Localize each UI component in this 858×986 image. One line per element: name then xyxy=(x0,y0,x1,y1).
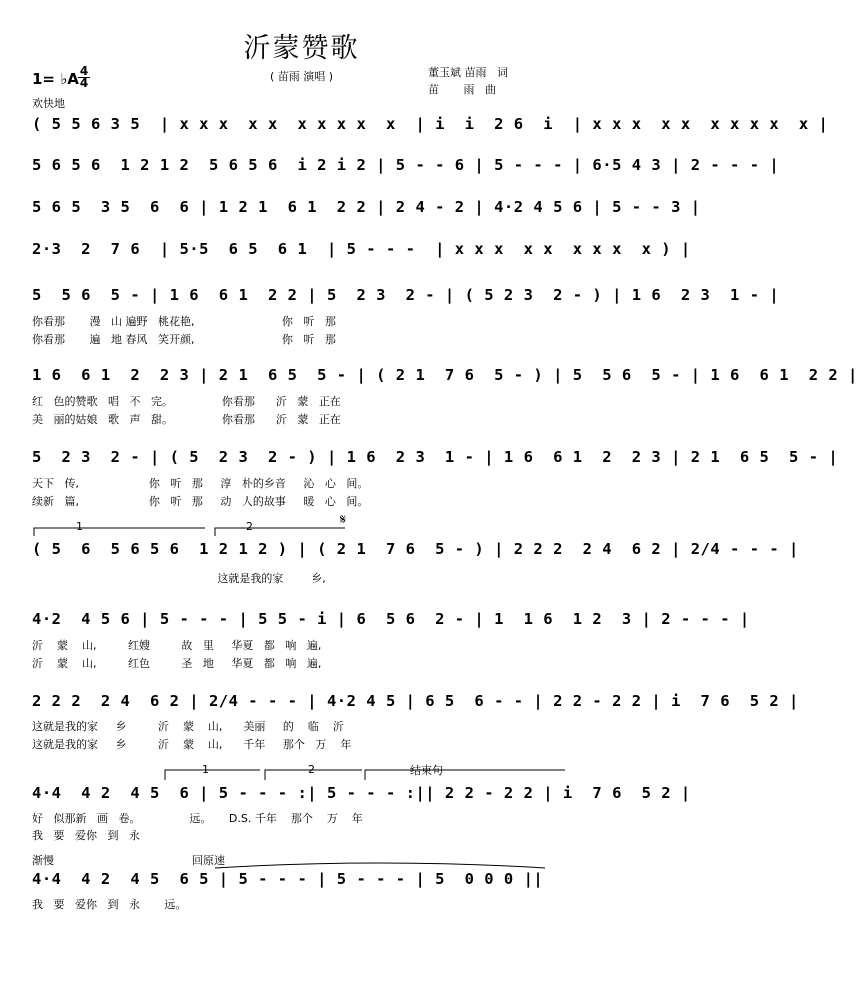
lyric-row-9-verse-2: 沂 蒙 山, 红色 圣 地 华夏 都 响 遍, xyxy=(32,657,322,670)
lyric-row-8: 这就是我的家 乡, xyxy=(32,572,326,585)
score-row-8: ( 5 6 5 6 5 6 1 2 1 2 ) | ( 2 1 7 6 5 - ) | 2 2 2 2 4 6 2 | 2/4 - - - | xyxy=(32,540,799,558)
ending-volta-2-bracket xyxy=(265,770,362,780)
composer-credit: 苗 雨 曲 xyxy=(428,83,496,96)
singer-credit: ( 苗雨 演唱 ) xyxy=(269,70,334,83)
score-row-6: 1 6 6 1 2 2 3 | 2 1 6 5 5 - | ( 2 1 7 6 5 - ) | 5 5 6 5 - | 1 6 6 1 2 2 | xyxy=(32,366,858,384)
lyric-row-11-verse-2: 我 要 爱你 到 永 xyxy=(32,829,140,842)
volta-1-bracket xyxy=(34,528,205,536)
score-row-5: 5 5 6 5 - | 1 6 6 1 2 2 | 5 2 3 2 - | ( 5 2 3 2 - ) | 1 6 2 3 1 - | xyxy=(32,286,780,304)
lyric-row-7-verse-1: 天下 传, 你 听 那 淳 朴的乡音 沁 心 间。 xyxy=(32,477,369,490)
score-row-11: 4·4 4 2 4 5 6 | 5 - - - :| 5 - - - :|| 2 2 - 2 2 | i 7 6 5 2 | xyxy=(32,784,691,802)
segno-sign: 𝄋 xyxy=(340,512,347,528)
lyric-row-7-verse-2: 续新 篇, 你 听 那 动 人的故事 暖 心 间。 xyxy=(32,495,369,508)
time-signature-top: 4 xyxy=(79,64,89,78)
lyricist-credit: 董玉斌 苗雨 词 xyxy=(428,66,508,79)
score-row-4: 2·3 2 7 6 | 5·5 6 5 6 1 | 5 - - - | x x x x x x x x x ) | xyxy=(32,240,691,258)
lyric-row-6-verse-2: 美 丽的姑娘 歌 声 甜。 你看那 沂 蒙 正在 xyxy=(32,413,341,426)
tempo-marking: 欢快地 xyxy=(32,97,65,110)
coda-label: 结束句 xyxy=(410,764,443,777)
a-tempo-mark: 回原速 xyxy=(192,854,225,867)
lyric-row-12: 我 要 爱你 到 永 远。 xyxy=(32,898,187,911)
key-signature: 1= ♭A xyxy=(32,70,79,88)
lyric-row-5-verse-1: 你看那 漫 山 遍野 桃花艳, 你 听 那 xyxy=(32,315,336,328)
score-row-2: 5 6 5 6 1 2 1 2 5 6 5 6 i 2 i 2 | 5 - - 6 | 5 - - - | 6·5 4 3 | 2 - - - | xyxy=(32,156,780,174)
ending-volta-1-label: 1 xyxy=(202,763,209,776)
ending-volta-1-bracket xyxy=(165,770,260,780)
lyric-row-10-verse-2: 这就是我的家 乡 沂 蒙 山, 千年 那个 万 年 xyxy=(32,738,352,751)
tie-final-bars xyxy=(215,863,545,868)
lyric-row-11-verse-1: 好 似那新 画 卷。 远。 D.S. 千年 那个 万 年 xyxy=(32,812,363,825)
lyric-row-10-verse-1: 这就是我的家 乡 沂 蒙 山, 美丽 的 临 沂 xyxy=(32,720,344,733)
volta-1-label: 1 xyxy=(76,520,83,533)
lyric-row-6-verse-1: 红 色的赞歌 唱 不 完。 你看那 沂 蒙 正在 xyxy=(32,395,341,408)
volta-2-label: 2 xyxy=(246,520,253,533)
coda-bracket xyxy=(365,770,565,780)
score-row-7: 5 2 3 2 - | ( 5 2 3 2 - ) | 1 6 2 3 1 - | 1 6 6 1 2 2 3 | 2 1 6 5 5 - | xyxy=(32,448,839,466)
song-title: 沂蒙赞歌 xyxy=(243,33,360,64)
lyric-row-9-verse-1: 沂 蒙 山, 红嫂 故 里 华夏 都 响 遍, xyxy=(32,639,322,652)
ritardando-mark: 渐慢 xyxy=(32,854,54,867)
score-row-12: 4·4 4 2 4 5 6 5 | 5 - - - | 5 - - - | 5 0 0 0 || xyxy=(32,870,544,888)
time-signature-bottom: 4 xyxy=(79,76,89,90)
volta-2-bracket xyxy=(215,528,345,536)
lyric-row-5-verse-2: 你看那 遍 地 春风 笑开颜, 你 听 那 xyxy=(32,333,336,346)
score-row-9: 4·2 4 5 6 | 5 - - - | 5 5 - i | 6 5 6 2 - | 1 1 6 1 2 3 | 2 - - - | xyxy=(32,610,750,628)
score-row-1: ( 5 5 6 3 5 | x x x x x x x x x x | i i 2 6 i | x x x x x x x x x x | xyxy=(32,115,829,133)
ending-volta-2-label: 2 xyxy=(308,763,315,776)
score-row-10: 2 2 2 2 4 6 2 | 2/4 - - - | 4·2 4 5 | 6 5 6 - - | 2 2 - 2 2 | i 7 6 5 2 | xyxy=(32,692,799,710)
score-row-3: 5 6 5 3 5 6 6 | 1 2 1 6 1 2 2 | 2 4 - 2 | 4·2 4 5 6 | 5 - - 3 | xyxy=(32,198,701,216)
